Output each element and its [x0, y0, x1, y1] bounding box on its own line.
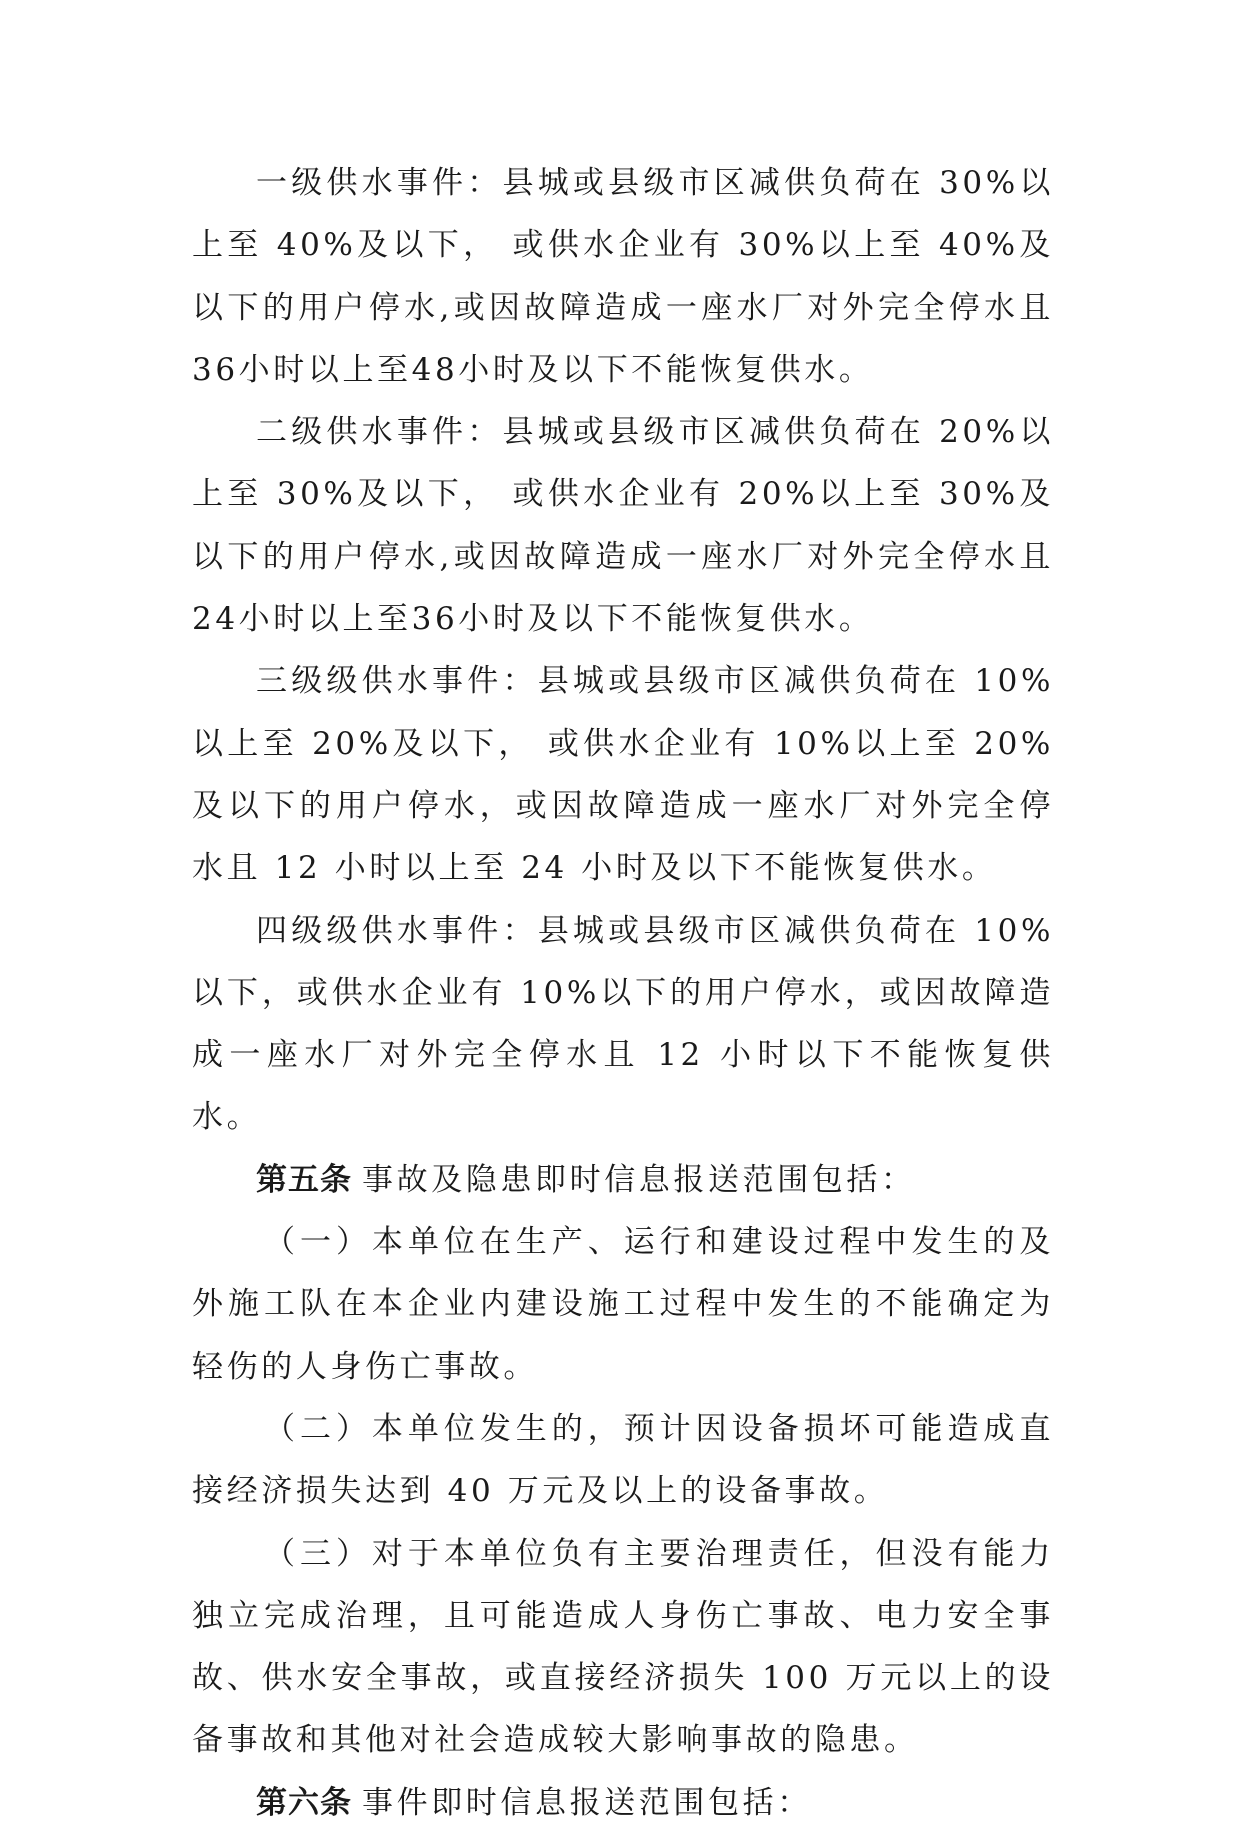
paragraph-level-4-event: 四级级供水事件：县城或县级市区减供负荷在 10%以下，或供水企业有 10%以下的用户停水，或因故障造成一座水厂对外完全停水且 12 小时以下不能恢复供水。	[192, 912, 1054, 1136]
article-5-label: 第五条	[256, 1161, 352, 1198]
article-6-heading	[192, 1772, 1054, 1834]
article-5-item-1: （一）本单位在生产、运行和建设过程中发生的及外施工队在本企业内建设施工过程中发生的不能确定为轻伤的人身伤亡事故。	[192, 1224, 1054, 1385]
article-5-text: 事故及隐患即时信息报送范围包括：	[362, 1161, 916, 1198]
paragraph-level-1-event: 一级供水事件：县城或县级市区减供负荷在 30%以上至 40%及以下， 或供水企业有 30%以上至 40%及以下的用户停水,或因故障造成一座水厂对外完全停水且36小时以上至48小时及以下不能恢复供水。	[192, 165, 1054, 388]
article-6-text: 事件即时信息报送范围包括：	[362, 1784, 812, 1821]
paragraph-level-2-event: 二级供水事件：县城或县级市区减供负荷在 20%以上至 30%及以下， 或供水企业有 20%以上至 30%及以下的用户停水,或因故障造成一座水厂对外完全停水且24小时以上至36小时及以下不能恢复供水。	[192, 414, 1054, 638]
article-5-item-2: （二）本单位发生的，预计因设备损坏可能造成直接经济损失达到 40 万元及以上的设备事故。	[192, 1410, 1054, 1510]
article-5-heading	[192, 1149, 1054, 1211]
paragraph-level-3-event: 三级级供水事件：县城或县级市区减供负荷在 10%以上至 20%及以下， 或供水企业有 10%以上至 20%及以下的用户停水，或因故障造成一座水厂对外完全停水且 12 小时以上至 24 小时及以下不能恢复供水。	[192, 663, 1054, 887]
document-body	[192, 152, 1054, 1834]
article-6-label: 第六条	[256, 1784, 352, 1821]
article-5-item-3: （三）对于本单位负有主要治理责任，但没有能力独立完成治理，且可能造成人身伤亡事故、电力安全事故、供水安全事故，或直接经济损失 100 万元以上的设备事故和其他对社会造成较大影响事故的隐患。	[192, 1535, 1054, 1759]
